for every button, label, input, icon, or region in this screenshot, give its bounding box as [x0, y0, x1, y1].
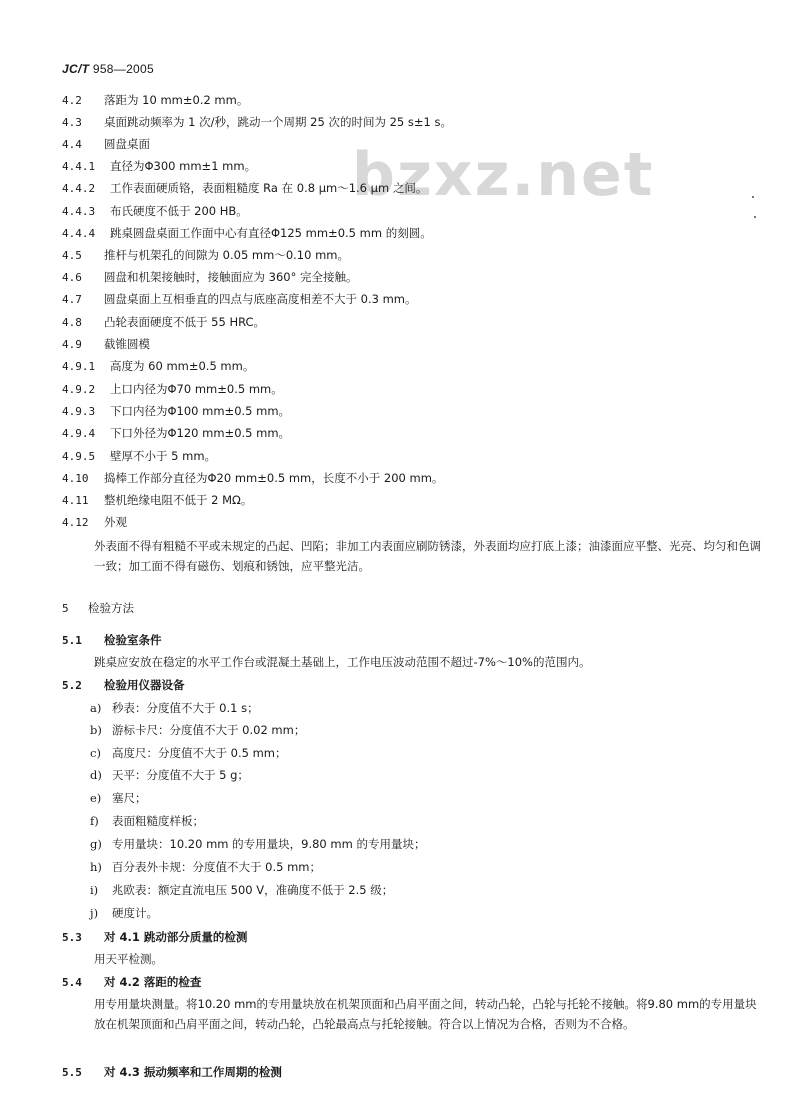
section-5-3-text: 用天平检测。 — [94, 952, 163, 966]
equipment-item: h) 百分表外卡规：分度值不大于 0.5 mm； — [90, 860, 322, 874]
clause-4-4-3: 4.4.3 布氏硬度不低于 200 HB。 — [62, 204, 248, 218]
clause-4-4-4: 4.4.4 跳桌圆盘桌面工作面中心有直径Φ125 mm±0.5 mm 的刻圆。 — [62, 226, 432, 240]
watermark: bzxz.net — [352, 140, 655, 210]
equipment-item: b) 游标卡尺：分度值不大于 0.02 mm； — [90, 723, 306, 737]
section-5-4-heading: 5.4 对 4.2 落距的检查 — [62, 975, 202, 989]
equipment-item: c) 高度尺：分度值不大于 0.5 mm； — [90, 746, 287, 760]
equipment-item: a) 秒表：分度值不大于 0.1 s； — [90, 701, 259, 715]
clause-4-12: 4.12 外观 — [62, 515, 127, 529]
clause-4-10: 4.10 捣棒工作部分直径为Φ20 mm±0.5 mm，长度不小于 200 mm。 — [62, 471, 444, 485]
scan-speck — [752, 196, 754, 198]
clause-4-4-1: 4.4.1 直径为Φ300 mm±1 mm。 — [62, 159, 257, 173]
clause-4-9-3: 4.9.3 下口内径为Φ100 mm±0.5 mm。 — [62, 404, 291, 418]
clause-4-6: 4.6 圆盘和机架接触时，接触面应为 360° 完全接触。 — [62, 270, 358, 284]
equipment-item: g) 专用量块：10.20 mm 的专用量块，9.80 mm 的专用量块； — [90, 837, 426, 851]
section-5-1-heading: 5.1 检验室条件 — [62, 633, 162, 647]
standard-code — [62, 62, 154, 76]
clause-4-9-2: 4.9.2 上口内径为Φ70 mm±0.5 mm。 — [62, 382, 283, 396]
section-5-5-heading: 5.5 对 4.3 振动频率和工作周期的检测 — [62, 1065, 282, 1079]
standard-prefix: JC/T — [62, 62, 90, 76]
clause-4-8: 4.8 凸轮表面硬度不低于 55 HRC。 — [62, 315, 266, 329]
standard-number: 958—2005 — [92, 62, 154, 76]
clause-4-4-2: 4.4.2 工作表面硬质铬，表面粗糙度 Ra 在 0.8 μm～1.6 μm 之间。 — [62, 181, 428, 195]
clause-4-5: 4.5 推杆与机架孔的间隙为 0.05 mm～0.10 mm。 — [62, 248, 349, 262]
equipment-item: j) 硬度计。 — [90, 906, 158, 920]
section-5-1-text: 跳桌应安放在稳定的水平工作台或混凝土基础上，工作电压波动范围不超过-7%～10%的范围内。 — [94, 655, 591, 669]
clause-4-7: 4.7 圆盘桌面上互相垂直的四点与底座高度相差不大于 0.3 mm。 — [62, 292, 417, 306]
clause-4-4: 4.4 圆盘桌面 — [62, 137, 150, 151]
clause-4-9-5: 4.9.5 壁厚不小于 5 mm。 — [62, 449, 217, 463]
section-5-3-heading: 5.3 对 4.1 跳动部分质量的检测 — [62, 930, 248, 944]
section-5-2-heading: 5.2 检验用仪器设备 — [62, 678, 185, 692]
clause-4-9: 4.9 截锥圆模 — [62, 337, 150, 351]
clause-4-9-4: 4.9.4 下口外径为Φ120 mm±0.5 mm。 — [62, 426, 291, 440]
section-5-4-text: 用专用量块测量。将10.20 mm的专用量块放在机架顶面和凸肩平面之间，转动凸轮，凸轮与托轮不接触。将9.80 mm的专用量块放在机架顶面和凸肩平面之间，转动凸轮，凸轮最高点与托轮接触。符合以上情况为合格，否则为不合格。 — [94, 997, 757, 1031]
equipment-item: f) 表面粗糙度样板； — [90, 814, 204, 828]
appearance-paragraph: 外表面不得有粗糙不平或未规定的凸起、凹陷；非加工内表面应刷防锈漆，外表面均应打底上漆；油漆面应平整、光亮、均匀和色调一致；加工面不得有磁伤、划痕和锈蚀，应平整光洁。 — [94, 539, 761, 573]
section-5-heading: 5 检验方法 — [62, 601, 134, 615]
scan-speck — [754, 216, 756, 218]
clause-4-11: 4.11 整机绝缘电阻不低于 2 MΩ。 — [62, 493, 253, 507]
clause-4-3: 4.3 桌面跳动频率为 1 次/秒，跳动一个周期 25 次的时间为 25 s±1 s。 — [62, 115, 452, 129]
clause-4-2: 4.2 落距为 10 mm±0.2 mm。 — [62, 93, 249, 107]
equipment-item: d) 天平：分度值不大于 5 g； — [90, 768, 249, 782]
equipment-item: i) 兆欧表：额定直流电压 500 V，准确度不低于 2.5 级； — [90, 883, 394, 897]
clause-4-9-1: 4.9.1 高度为 60 mm±0.5 mm。 — [62, 359, 255, 373]
equipment-item: e) 塞尺； — [90, 791, 147, 805]
